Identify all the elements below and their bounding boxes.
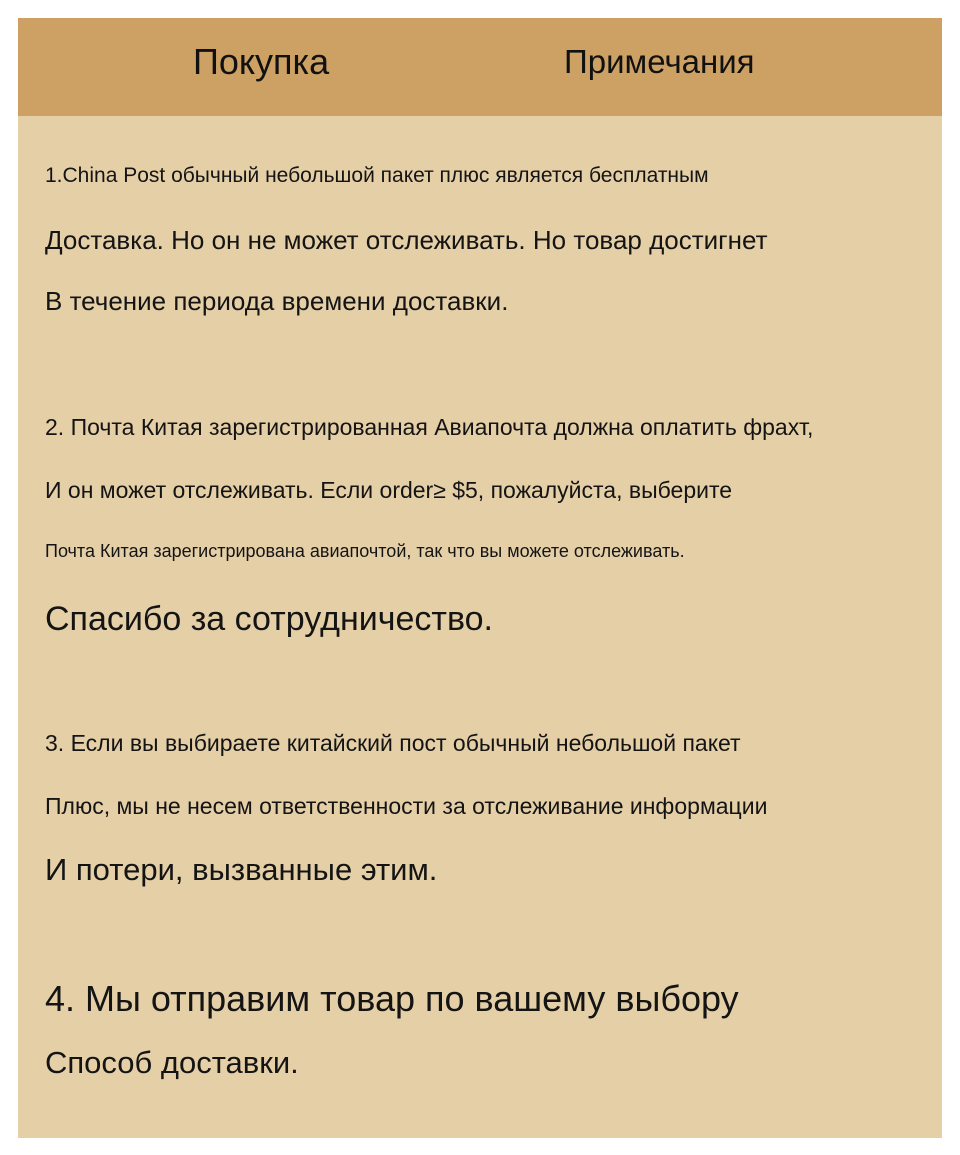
- note-1-line-1: 1.China Post обычный небольшой пакет плюс является бесплатным: [45, 164, 709, 187]
- tab-notes[interactable]: Примечания: [564, 43, 755, 80]
- note-3-line-1: 3. Если вы выбираете китайский пост обычный небольшой пакет: [45, 730, 741, 756]
- note-2-line-1: 2. Почта Китая зарегистрированная Авиапочта должна оплатить фрахт,: [45, 414, 814, 440]
- tab-purchase[interactable]: Покупка: [193, 41, 330, 82]
- notes-card: [18, 18, 942, 1138]
- note-2-line-2: И он может отслеживать. Если order≥ $5, пожалуйста, выберите: [45, 477, 733, 503]
- note-1-line-2: Доставка. Но он не может отслеживать. Но товар достигнет: [45, 225, 768, 255]
- note-3-line-2: Плюс, мы не несем ответственности за отслеживание информации: [45, 793, 768, 819]
- note-1-line-3: В течение периода времени доставки.: [45, 286, 509, 316]
- note-2-line-3: Почта Китая зарегистрирована авиапочтой, так что вы можете отслеживать.: [45, 541, 685, 561]
- note-3-line-3: И потери, вызванные этим.: [45, 852, 438, 887]
- note-4-line-2: Способ доставки.: [45, 1045, 299, 1080]
- note-2-line-4: Спасибо за сотрудничество.: [45, 600, 493, 638]
- header-bar: [18, 18, 942, 116]
- note-4-line-1: 4. Мы отправим товар по вашему выбору: [45, 978, 739, 1019]
